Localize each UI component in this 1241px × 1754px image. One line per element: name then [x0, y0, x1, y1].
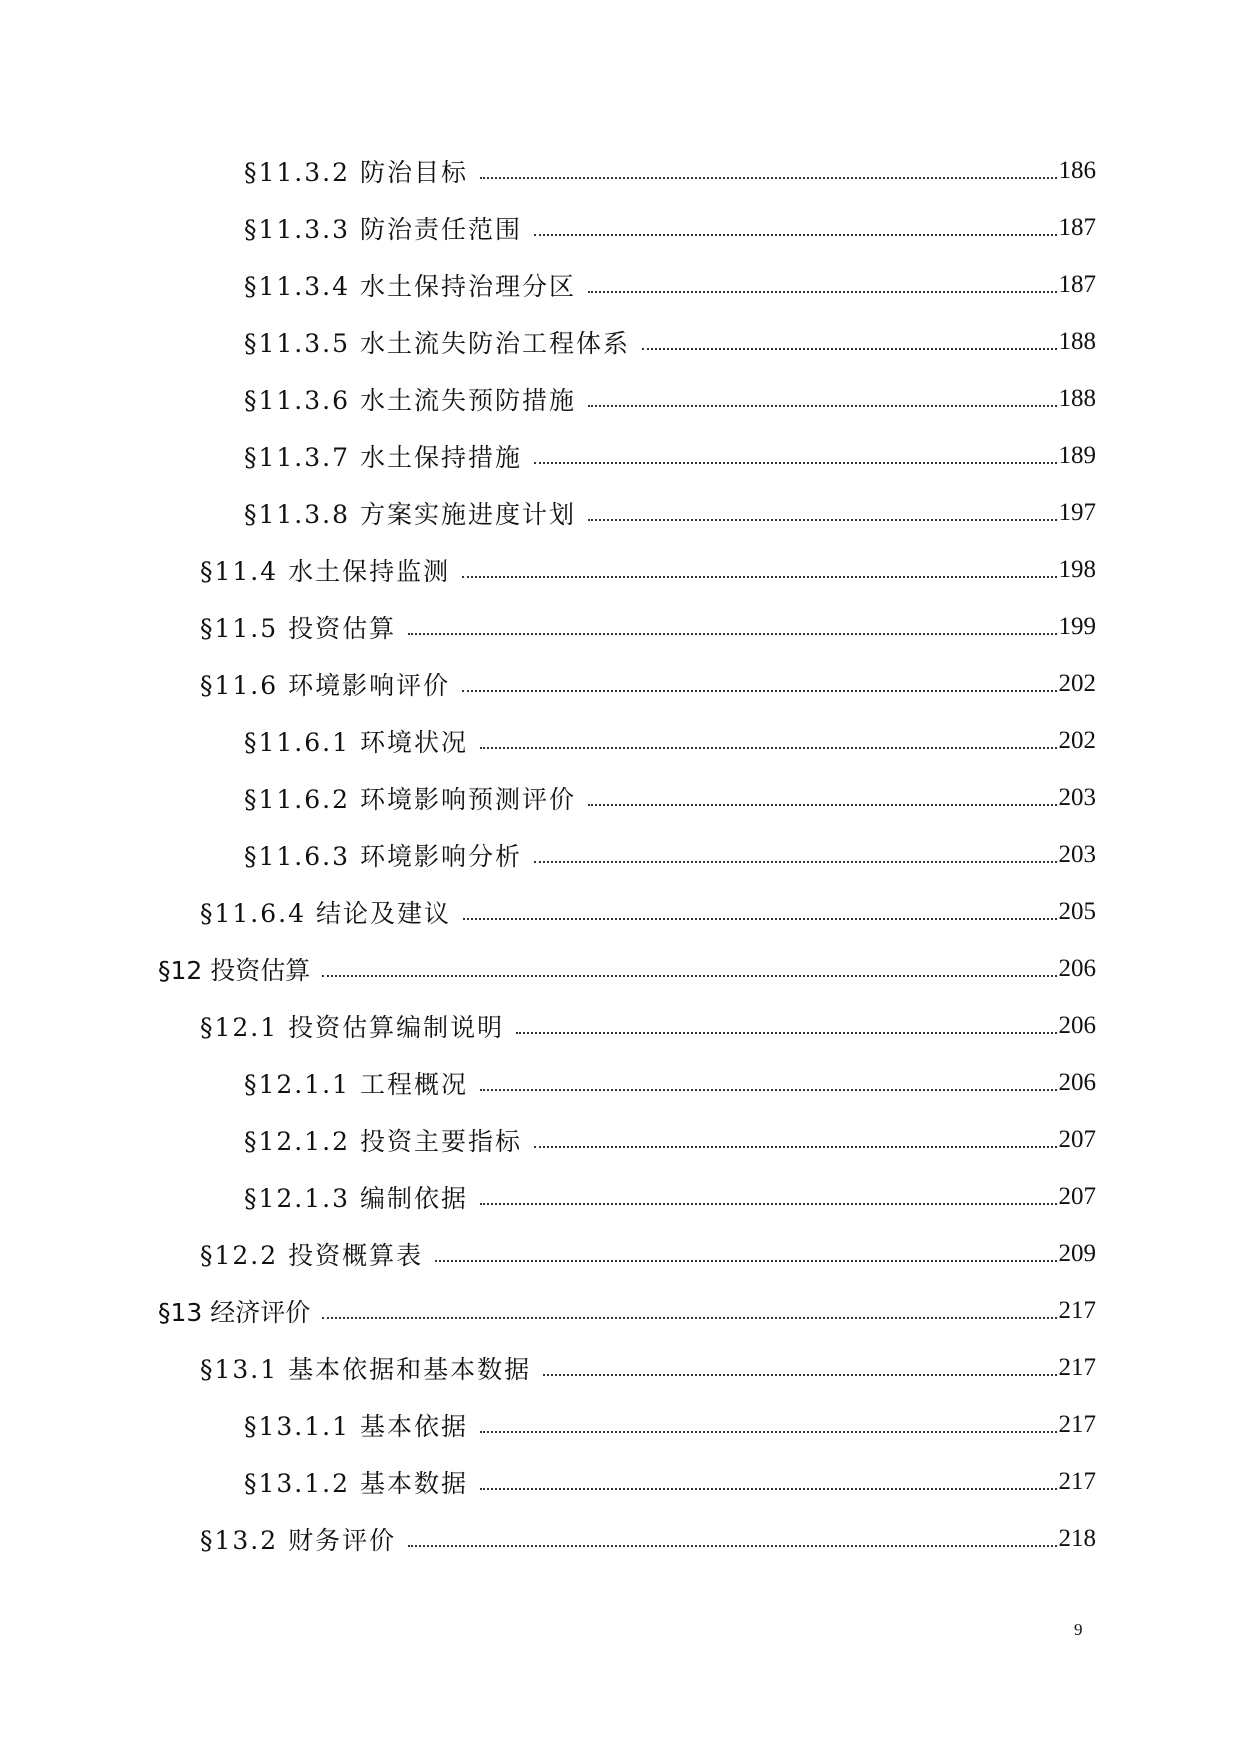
dot-leader — [408, 1545, 1056, 1547]
toc-entry-title: §11.3.2 防治目标 — [244, 157, 468, 187]
toc-entry[interactable] — [0, 541, 1241, 598]
toc-entry[interactable] — [0, 1453, 1241, 1510]
toc-entry[interactable] — [0, 940, 1241, 997]
toc-entry-page-number: 187 — [1058, 270, 1096, 298]
toc-entry[interactable] — [0, 1225, 1241, 1282]
toc-entry-title: §12.1.3 编制依据 — [244, 1183, 468, 1213]
toc-entry-page-number: 218 — [1058, 1524, 1096, 1552]
toc-entry[interactable] — [0, 1396, 1241, 1453]
dot-leader — [408, 633, 1056, 635]
toc-entry-page-number: 202 — [1058, 726, 1096, 754]
dot-leader — [588, 405, 1057, 407]
toc-entry-title: §11.6.2 环境影响预测评价 — [244, 784, 576, 814]
toc-entry-page-number: 203 — [1058, 783, 1096, 811]
toc-entry[interactable] — [0, 997, 1241, 1054]
toc-entry-title: §12.2 投资概算表 — [200, 1240, 424, 1270]
dot-leader — [463, 918, 1057, 920]
toc-entry[interactable] — [0, 712, 1241, 769]
toc-entry-title: §12 投资估算 — [158, 955, 311, 985]
toc-entry-title: §13 经济评价 — [158, 1297, 311, 1327]
toc-entry-page-number: 206 — [1058, 1011, 1096, 1039]
toc-entry-page-number: 217 — [1058, 1410, 1096, 1438]
toc-entry-page-number: 217 — [1058, 1296, 1096, 1324]
toc-entry[interactable] — [0, 370, 1241, 427]
toc-entry-page-number: 207 — [1058, 1182, 1096, 1210]
toc-entry-title: §11.3.5 水土流失防治工程体系 — [244, 328, 630, 358]
toc-entry-title: §11.5 投资估算 — [200, 613, 397, 643]
toc-entry-title: §13.2 财务评价 — [200, 1525, 397, 1555]
toc-entry[interactable] — [0, 1339, 1241, 1396]
page-number: 9 — [1074, 1620, 1083, 1639]
toc-entry-title: §11.3.4 水土保持治理分区 — [244, 271, 576, 301]
dot-leader — [480, 1488, 1057, 1490]
dot-leader — [588, 519, 1057, 521]
toc-entry-title: §13.1.1 基本依据 — [244, 1411, 468, 1441]
toc-entry-page-number: 202 — [1058, 669, 1096, 697]
toc-entry-page-number: 206 — [1058, 954, 1096, 982]
dot-leader — [322, 1317, 1056, 1319]
toc-entry-title: §11.3.8 方案实施进度计划 — [244, 499, 576, 529]
toc-entry-title: §13.1.2 基本数据 — [244, 1468, 468, 1498]
toc-entry-title: §12.1 投资估算编制说明 — [200, 1012, 505, 1042]
toc-entry[interactable] — [0, 1168, 1241, 1225]
toc-entry-page-number: 217 — [1058, 1467, 1096, 1495]
dot-leader — [322, 975, 1056, 977]
toc-entry[interactable] — [0, 883, 1241, 940]
toc-entry[interactable] — [0, 142, 1241, 199]
toc-entry-page-number: 205 — [1058, 897, 1096, 925]
dot-leader — [480, 1203, 1057, 1205]
toc-entry[interactable] — [0, 256, 1241, 313]
toc-entry-page-number: 206 — [1058, 1068, 1096, 1096]
dot-leader — [534, 1146, 1057, 1148]
dot-leader — [543, 1374, 1056, 1376]
dot-leader — [480, 177, 1057, 179]
toc-entry-page-number: 198 — [1058, 555, 1096, 583]
dot-leader — [435, 1260, 1056, 1262]
dot-leader — [462, 576, 1056, 578]
toc-entry-title: §11.3.3 防治责任范围 — [244, 214, 522, 244]
toc-entry-title: §11.6.1 环境状况 — [244, 727, 468, 757]
toc-entry-page-number: 186 — [1058, 156, 1096, 184]
toc-entry[interactable] — [0, 427, 1241, 484]
table-of-contents — [0, 142, 1241, 1567]
dot-leader — [462, 690, 1056, 692]
dot-leader — [534, 462, 1057, 464]
toc-entry-title: §11.3.7 水土保持措施 — [244, 442, 522, 472]
dot-leader — [588, 291, 1057, 293]
dot-leader — [480, 1089, 1057, 1091]
toc-entry-title: §11.6.3 环境影响分析 — [244, 841, 522, 871]
toc-entry-page-number: 189 — [1058, 441, 1096, 469]
toc-entry-page-number: 207 — [1058, 1125, 1096, 1153]
toc-entry[interactable] — [0, 826, 1241, 883]
toc-entry-title: §11.4 水土保持监测 — [200, 556, 451, 586]
toc-entry[interactable] — [0, 199, 1241, 256]
toc-entry-page-number: 188 — [1058, 384, 1096, 412]
toc-entry-page-number: 217 — [1058, 1353, 1096, 1381]
toc-entry[interactable] — [0, 1282, 1241, 1339]
toc-entry-title: §12.1.1 工程概况 — [244, 1069, 468, 1099]
toc-entry-page-number: 188 — [1058, 327, 1096, 355]
dot-leader — [588, 804, 1057, 806]
toc-entry-title: §11.6 环境影响评价 — [200, 670, 451, 700]
toc-entry-title: §13.1 基本依据和基本数据 — [200, 1354, 532, 1384]
toc-entry-page-number: 199 — [1058, 612, 1096, 640]
toc-entry-title: §11.6.4 结论及建议 — [200, 898, 451, 928]
toc-entry[interactable] — [0, 769, 1241, 826]
dot-leader — [534, 234, 1057, 236]
toc-entry[interactable] — [0, 313, 1241, 370]
toc-entry-page-number: 197 — [1058, 498, 1096, 526]
toc-entry[interactable] — [0, 1510, 1241, 1567]
dot-leader — [516, 1032, 1056, 1034]
toc-entry[interactable] — [0, 598, 1241, 655]
toc-entry-title: §12.1.2 投资主要指标 — [244, 1126, 522, 1156]
toc-entry[interactable] — [0, 1111, 1241, 1168]
toc-entry-title: §11.3.6 水土流失预防措施 — [244, 385, 576, 415]
dot-leader — [480, 747, 1057, 749]
dot-leader — [642, 348, 1057, 350]
dot-leader — [480, 1431, 1057, 1433]
toc-entry[interactable] — [0, 655, 1241, 712]
dot-leader — [534, 861, 1057, 863]
toc-entry-page-number: 209 — [1058, 1239, 1096, 1267]
toc-entry[interactable] — [0, 484, 1241, 541]
toc-entry-page-number: 187 — [1058, 213, 1096, 241]
toc-entry[interactable] — [0, 1054, 1241, 1111]
toc-entry-page-number: 203 — [1058, 840, 1096, 868]
